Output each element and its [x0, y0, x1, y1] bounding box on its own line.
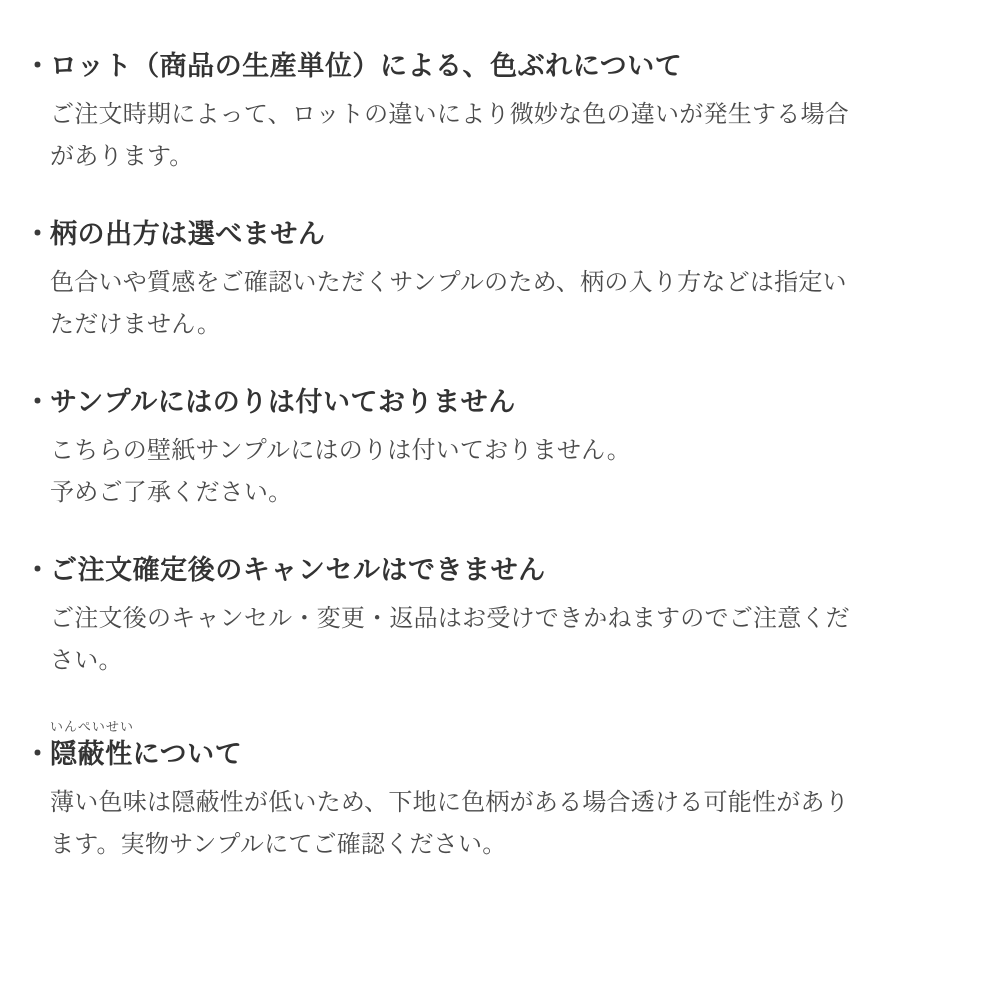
- body-line: ます。実物サンプルにてご確認ください。: [50, 831, 507, 858]
- body-line: ご注文時期によって、ロットの違いにより微妙な色の違いが発生する場合: [50, 101, 849, 128]
- body-line: 色合いや質感をご確認いただくサンプルのため、柄の入り方などは指定い: [50, 269, 847, 296]
- ruby-annotation: いんぺいせい: [50, 719, 134, 734]
- section-heading: サンプルにはのりは付いておりません: [50, 387, 516, 417]
- notice-section-color-lot: [24, 48, 970, 178]
- section-heading: ご注文確定後のキャンセルはできません: [50, 555, 546, 585]
- section-heading: 柄の出方は選べません: [50, 219, 326, 249]
- section-heading-row: [24, 384, 970, 420]
- section-heading-row: [24, 216, 970, 252]
- bullet-icon: ・: [24, 387, 51, 417]
- section-heading: 隠蔽性について: [50, 739, 243, 769]
- notice-section-pattern-position: [24, 216, 970, 346]
- body-line: さい。: [50, 647, 123, 674]
- body-line: こちらの壁紙サンプルにはのりは付いておりません。: [50, 437, 632, 464]
- section-heading-row: [24, 48, 970, 84]
- bullet-icon: ・: [24, 219, 51, 249]
- body-line: ご注文後のキャンセル・変更・返品はお受けできかねますのでご注意くだ: [50, 605, 850, 632]
- notice-section-opacity: [24, 720, 970, 866]
- section-body: [50, 94, 970, 178]
- bullet-icon: ・: [24, 51, 51, 81]
- body-line: 予めご了承ください。: [50, 479, 293, 506]
- section-heading: ロット（商品の生産単位）による、色ぶれについて: [50, 51, 683, 81]
- section-heading-row: [24, 736, 970, 772]
- body-line: 薄い色味は隠蔽性が低いため、下地に色柄がある場合透ける可能性があり: [50, 789, 849, 816]
- section-heading-row: [24, 552, 970, 588]
- section-body: [50, 782, 970, 866]
- notice-section-no-cancel: [24, 552, 970, 682]
- bullet-icon: ・: [24, 739, 51, 769]
- body-line: ただけません。: [50, 311, 222, 338]
- bullet-icon: ・: [24, 555, 51, 585]
- notice-section-no-glue: [24, 384, 970, 514]
- section-body: [50, 598, 970, 682]
- section-body: [50, 262, 970, 346]
- section-body: [50, 430, 970, 514]
- body-line: があります。: [50, 143, 194, 170]
